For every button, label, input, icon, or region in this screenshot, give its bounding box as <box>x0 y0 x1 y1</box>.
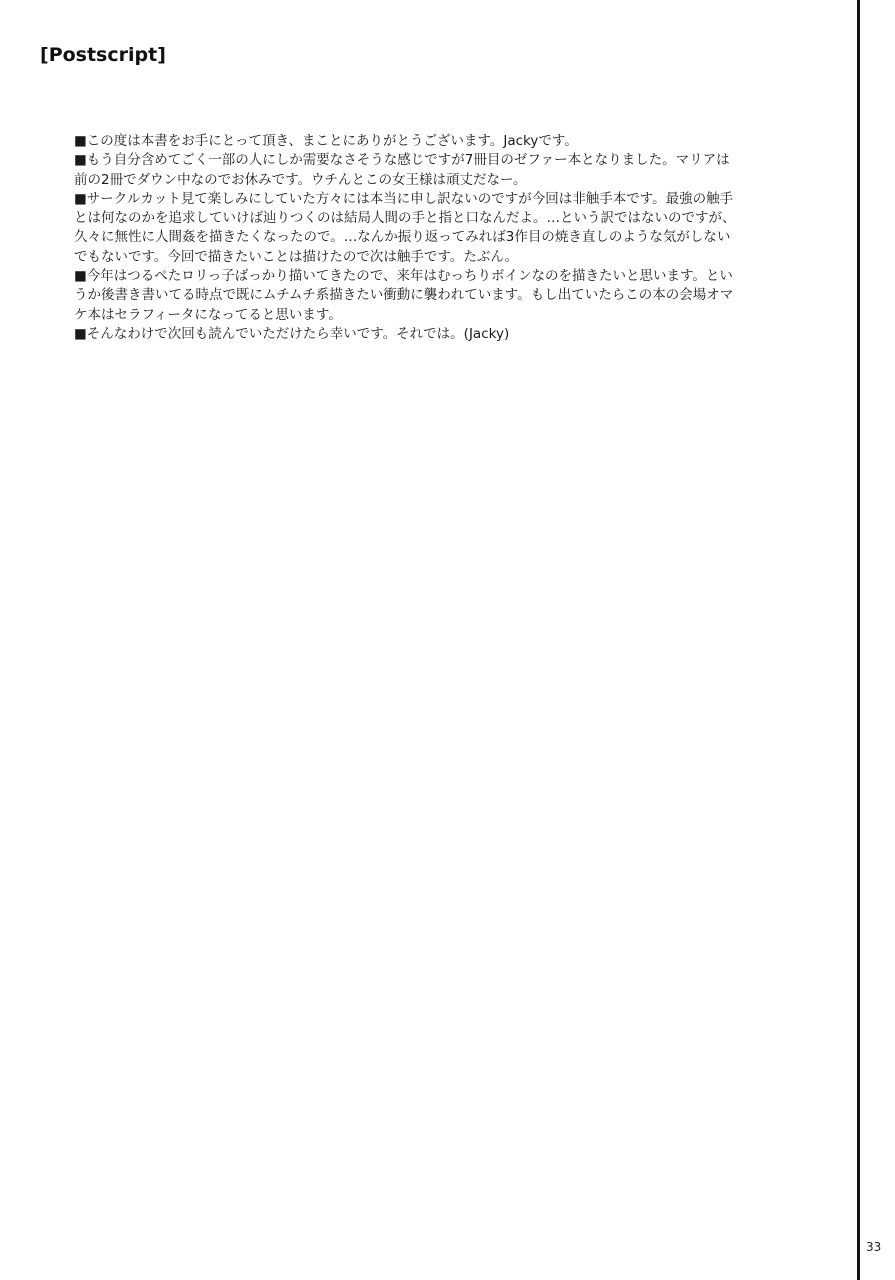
paragraph-line: ケ本はセラフィータになってると思います。 <box>74 306 342 323</box>
paragraph-5 <box>74 325 774 344</box>
paragraph-line: ■サークルカット見て楽しみにしていた方々には本当に申し訳ないのですが今回は非触手本です。最強の触手 <box>74 190 734 207</box>
paragraph-line: ■もう自分含めてごく一部の人にしか需要なさそうな感じですが7冊目のゼファー本となりました。マリアは <box>74 152 730 169</box>
page-number: 33 <box>866 1240 882 1254</box>
heading-title: Postscript <box>48 44 158 66</box>
paragraph-line: うか後書き書いてる時点で既にムチムチ系描きたい衝動に襲われています。もし出ていたらこの本の会場オマ <box>74 287 734 304</box>
paragraph-line: でもないです。今回で描きたいことは描けたので次は触手です。たぶん。 <box>74 248 519 265</box>
paragraph-4 <box>74 267 774 325</box>
paragraph-line: ■この度は本書をお手にとって頂き、まことにありがとうございます。Jackyです。 <box>74 133 578 149</box>
paragraph-2 <box>74 151 774 190</box>
page-edge-rule <box>857 0 860 1280</box>
heading-close-bracket: ] <box>157 44 166 66</box>
postscript-heading <box>40 44 166 66</box>
paragraph-line: ■今年はつるぺたロリっ子ばっかり描いてきたので、来年はむっちりボインなのを描きたいと思います。とい <box>74 268 733 285</box>
paragraph-line: ■そんなわけで次回も読んでいただけたら幸いです。それでは。(Jacky) <box>74 325 510 342</box>
paragraph-3 <box>74 190 774 267</box>
paragraph-line: 前の2冊でダウン中なのでお休みです。ウチんとこの女王様は頑丈だなー。 <box>74 171 527 188</box>
paragraph-line: 久々に無性に人間姦を描きたくなったので。…なんか振り返ってみれば3作目の焼き直しのような気がしない <box>74 229 731 246</box>
postscript-body <box>74 132 774 344</box>
heading-open-bracket: [ <box>40 44 49 66</box>
paragraph-1 <box>74 132 774 151</box>
paragraph-line: とは何なのかを追求していけば辿りつくのは結局人間の手と指と口なんだよ。…という訳ではないのですが、 <box>74 210 736 227</box>
